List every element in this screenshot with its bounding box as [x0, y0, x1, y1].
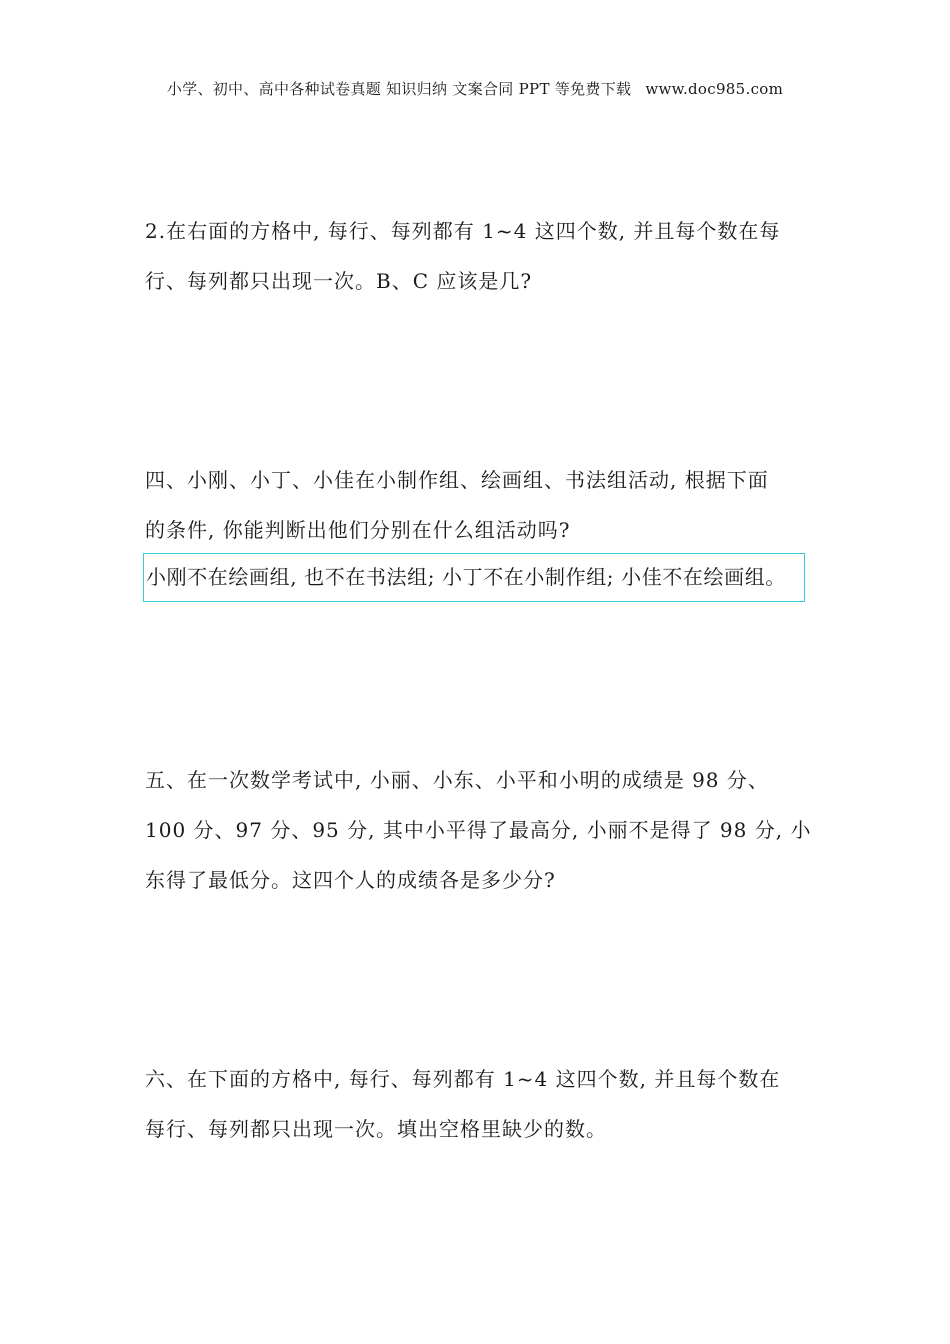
question-5-line-3: 东得了最低分。这四个人的成绩各是多少分?	[145, 868, 556, 892]
question-4-line-1: 四、小刚、小丁、小佳在小制作组、绘画组、书法组活动, 根据下面	[145, 468, 769, 492]
question-6-line-1: 六、在下面的方格中, 每行、每列都有 1~4 这四个数, 并且每个数在	[145, 1067, 781, 1091]
question-5-line-2: 100 分、97 分、95 分, 其中小平得了最高分, 小丽不是得了 98 分, 小	[145, 818, 812, 842]
question-5-line-1: 五、在一次数学考试中, 小丽、小东、小平和小明的成绩是 98 分、	[145, 768, 769, 792]
question-2-line-1: 2.在右面的方格中, 每行、每列都有 1~4 这四个数, 并且每个数在每	[145, 219, 781, 243]
question-6	[145, 1054, 810, 1154]
question-6-line-2: 每行、每列都只出现一次。填出空格里缺少的数。	[145, 1117, 607, 1141]
question-2	[145, 206, 810, 306]
page-header	[0, 78, 950, 99]
question-4-conditions-box: 小刚不在绘画组, 也不在书法组; 小丁不在小制作组; 小佳不在绘画组。	[143, 553, 805, 602]
question-4-line-2: 的条件, 你能判断出他们分别在什么组活动吗?	[145, 518, 571, 542]
question-4	[145, 455, 810, 555]
question-2-line-2: 行、每列都只出现一次。B、C 应该是几?	[145, 269, 533, 293]
question-5	[145, 755, 810, 905]
header-site: www.doc985.com	[645, 80, 784, 98]
header-text: 小学、初中、高中各种试卷真题 知识归纳 文案合同 PPT 等免费下载	[166, 80, 632, 98]
